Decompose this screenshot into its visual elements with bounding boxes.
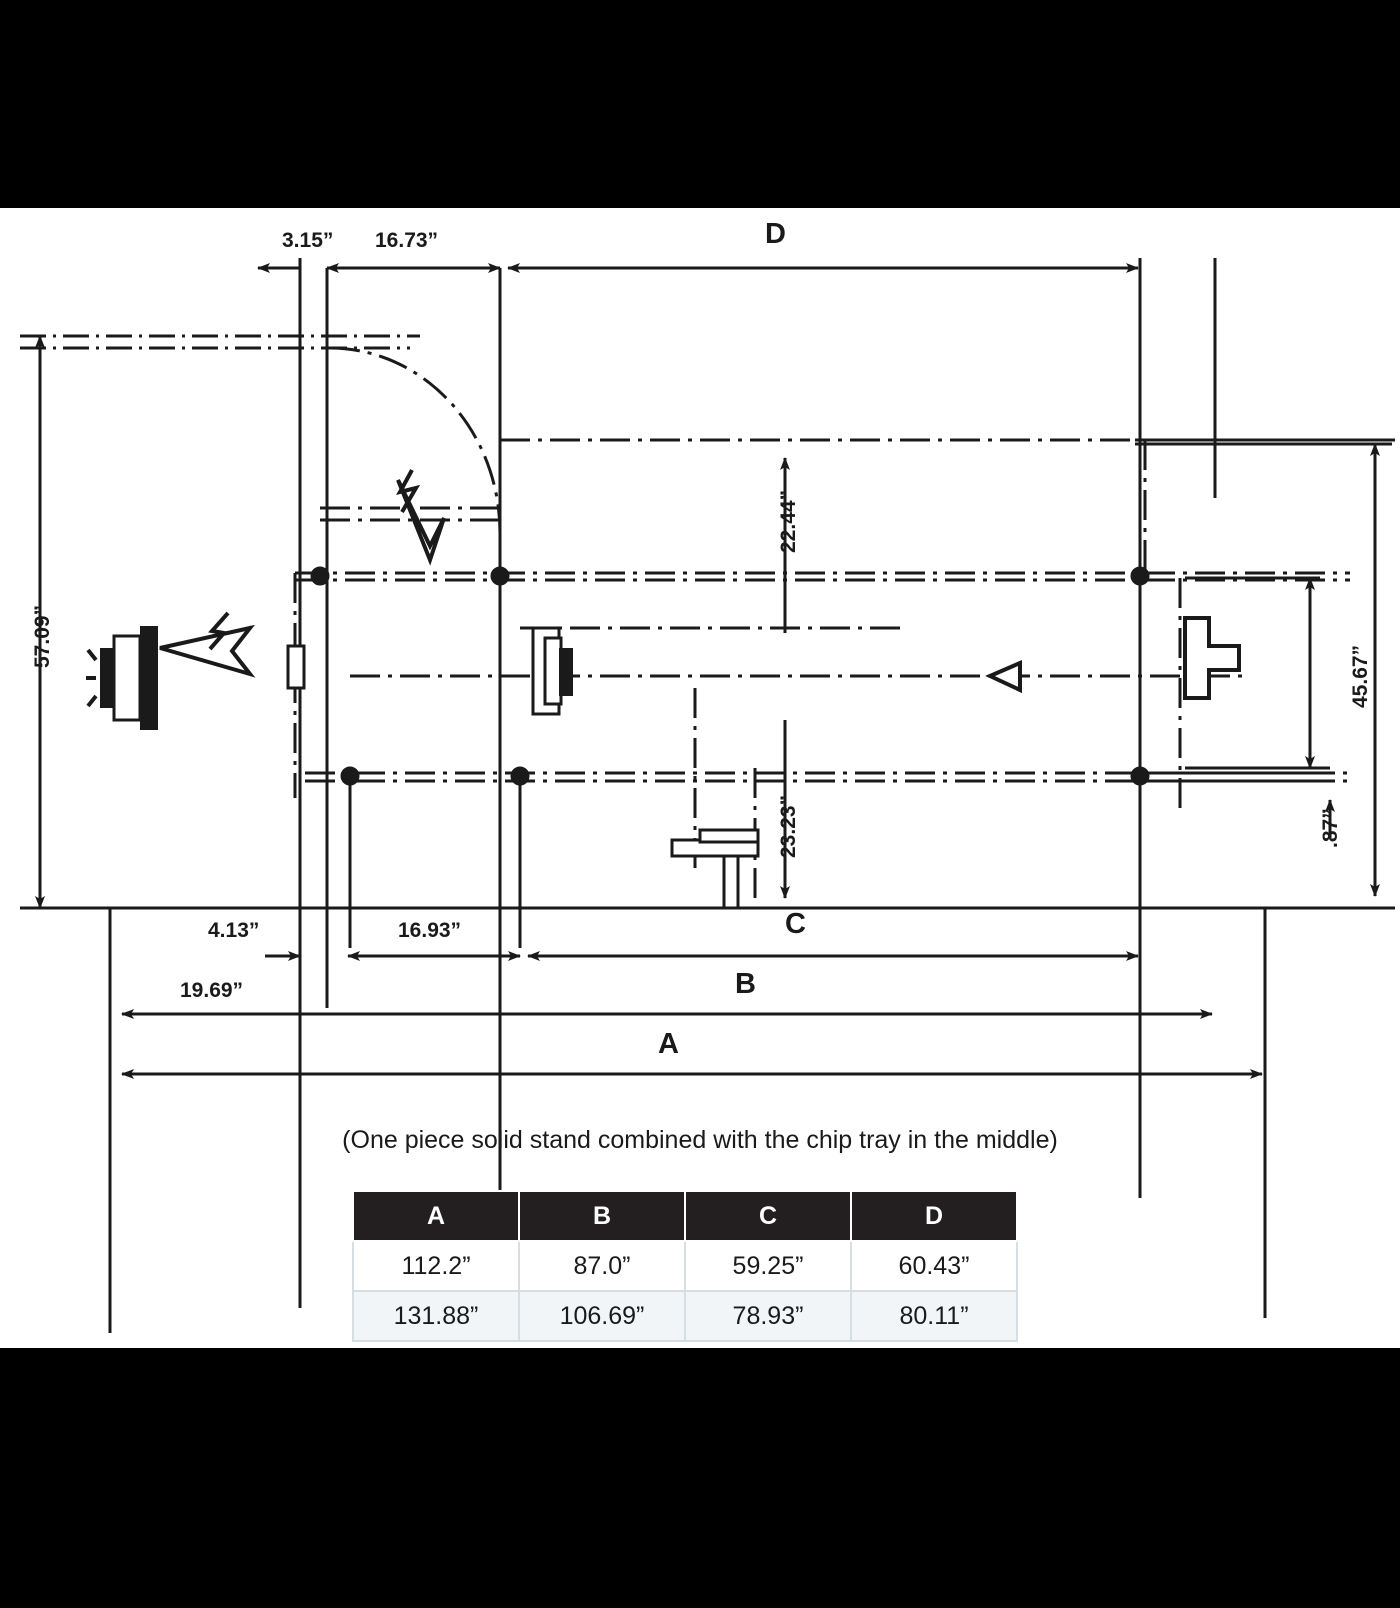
dim-label-b-bottom: B [735,968,756,1000]
table-header-d: D [851,1191,1017,1241]
table-header-c: C [685,1191,851,1241]
dim-label-22-44: 22.44” [777,489,800,553]
dim-label-c-bottom: C [785,908,806,940]
diagram-caption: (One piece solid stand combined with the chip tray in the middle) [342,1126,1058,1154]
dim-label-a-bottom: A [658,1028,679,1060]
dim-label-45-67: 45.67” [1349,644,1372,708]
dim-label-57-09: 57.09” [31,604,54,668]
table-cell: 106.69” [519,1291,685,1341]
table-header-b: B [519,1191,685,1241]
table-cell: 59.25” [685,1241,851,1291]
table-row [353,1291,1017,1341]
dim-label-16-73: 16.73” [375,229,439,252]
technical-drawing [0,208,1400,1348]
table-cell: 131.88” [353,1291,519,1341]
dim-label-19-69: 19.69” [180,979,244,1002]
dim-label-23-23: 23.23” [777,794,800,858]
table-cell: 87.0” [519,1241,685,1291]
table-header-a: A [353,1191,519,1241]
table-cell: 112.2” [353,1241,519,1291]
table-header-row [353,1191,1017,1241]
dim-label-3-15: 3.15” [282,229,334,252]
table-cell: 60.43” [851,1241,1017,1291]
drawing-sheet [0,208,1400,1348]
dim-label-4-13: 4.13” [208,919,260,942]
dim-label-16-93: 16.93” [398,919,462,942]
dim-label-0-87: .87” [1319,808,1342,848]
table-row [353,1241,1017,1291]
dim-label-d-top: D [765,218,786,250]
dimension-table [352,1190,1018,1342]
table-cell: 80.11” [851,1291,1017,1341]
table-cell: 78.93” [685,1291,851,1341]
